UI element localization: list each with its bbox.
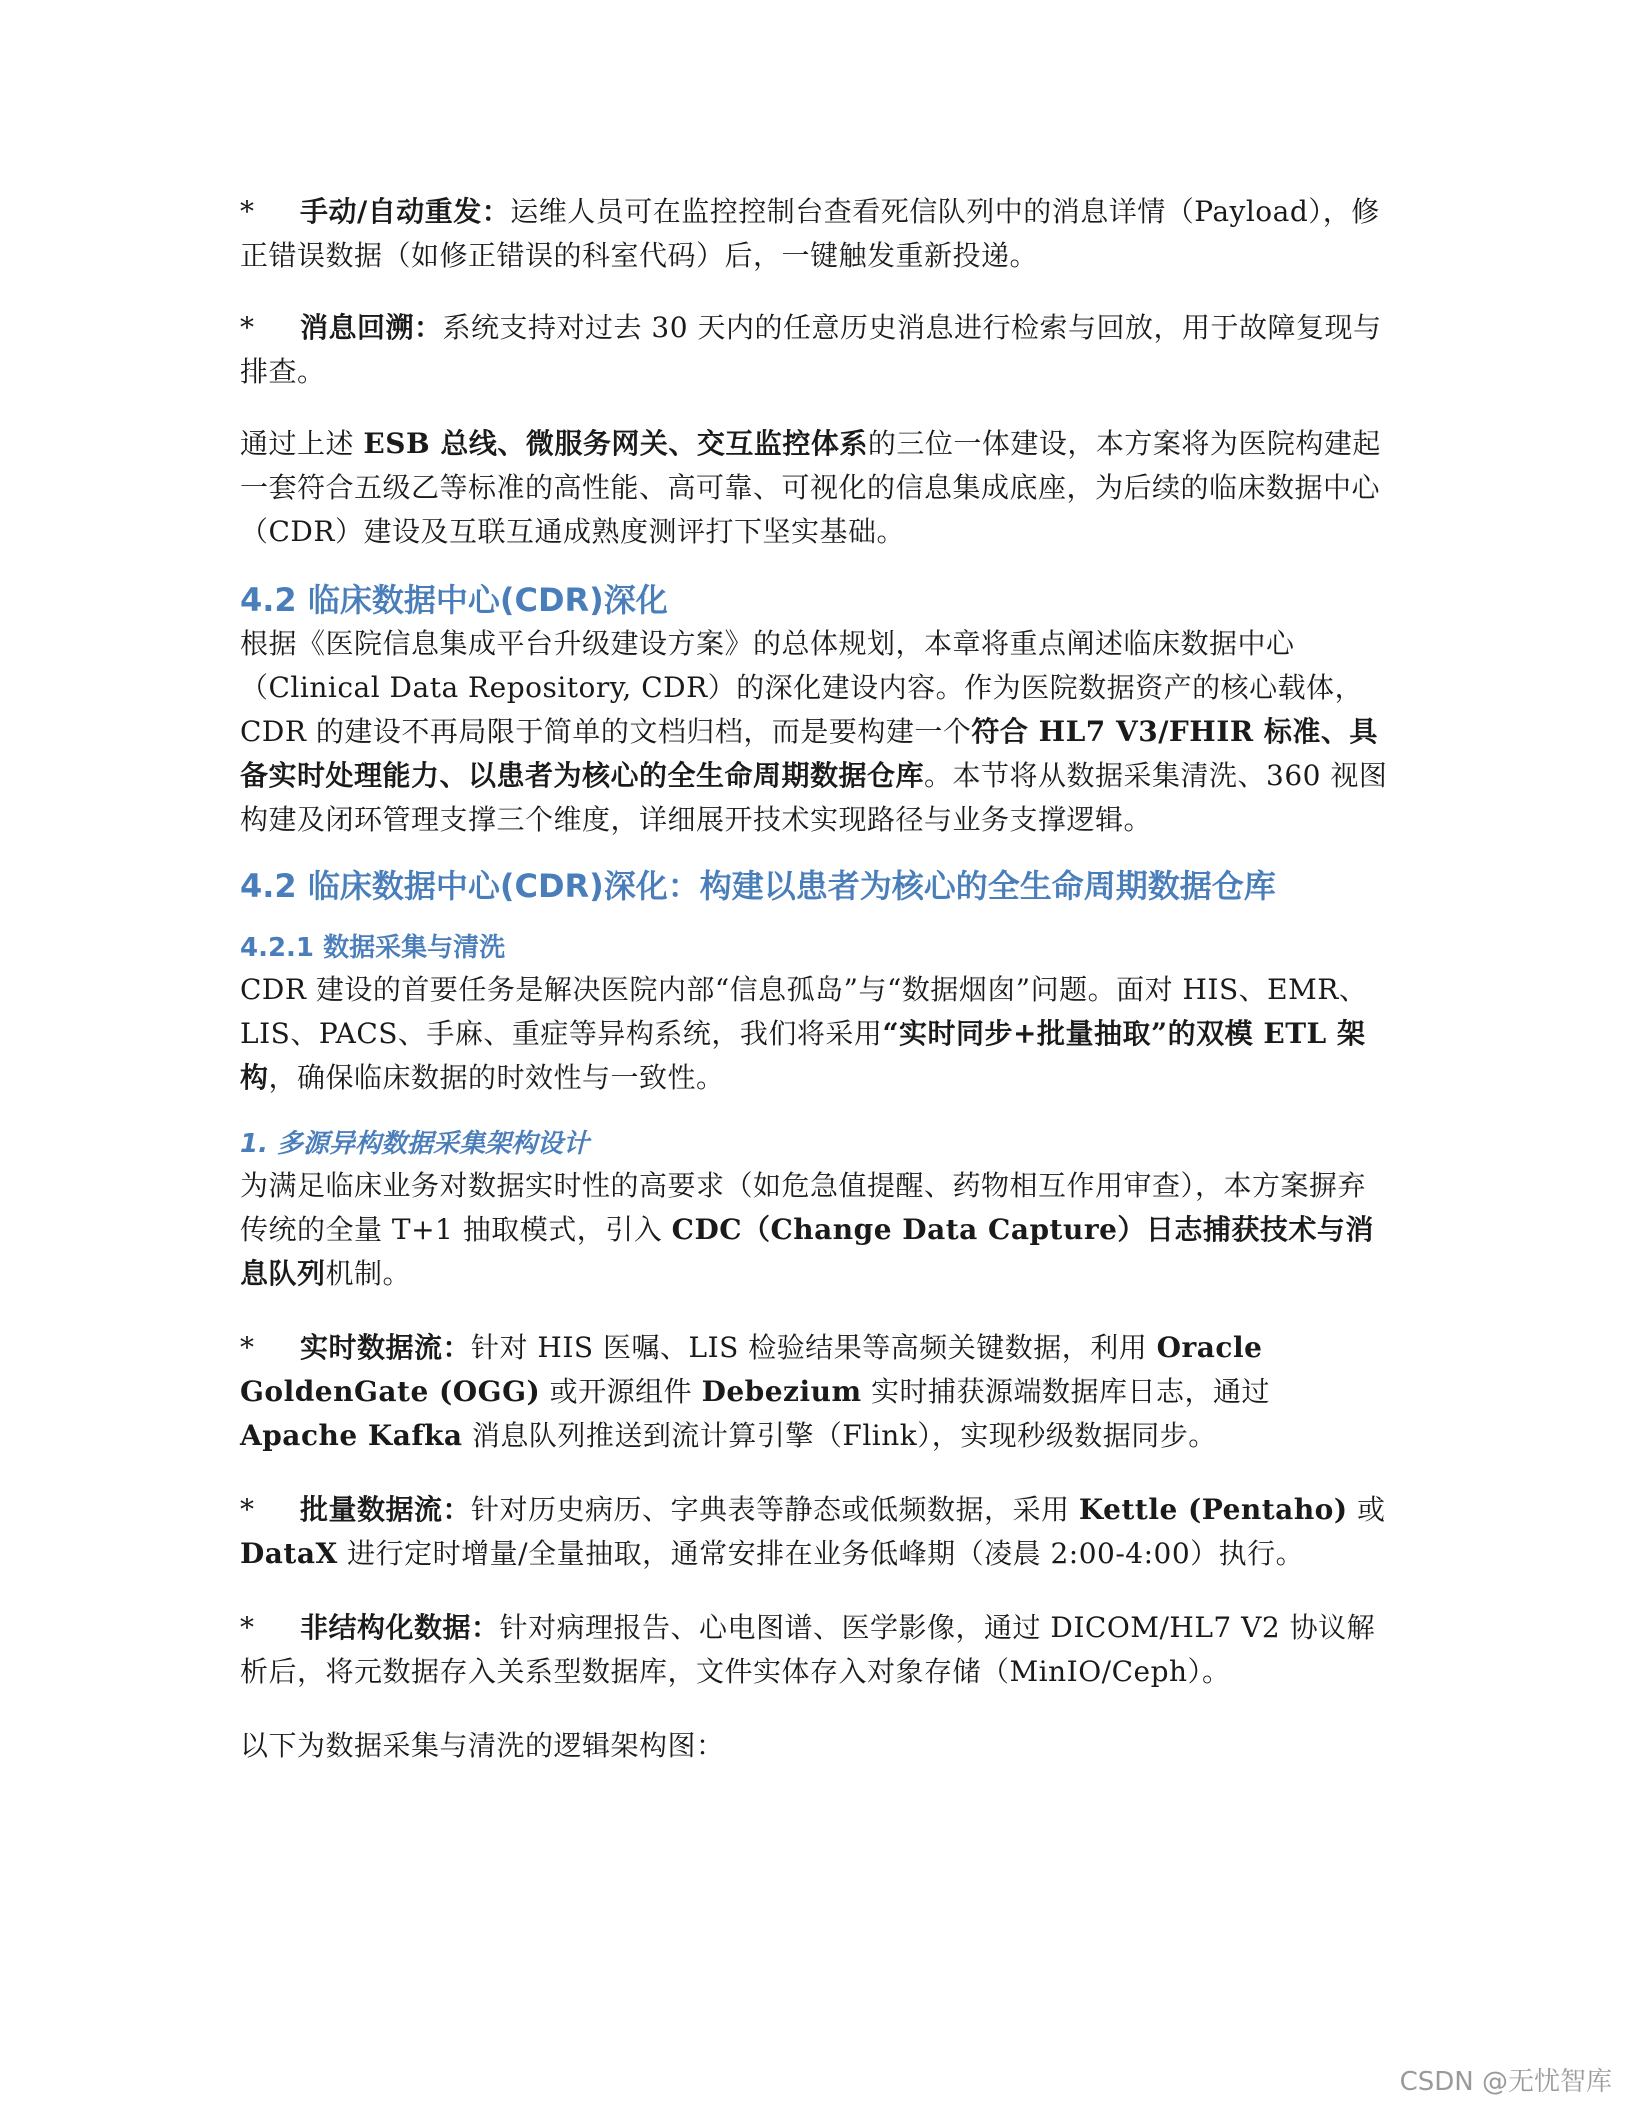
bullet-marker: *	[240, 1331, 255, 1364]
heading-item-1: 1. 多源异构数据采集架构设计	[240, 1129, 590, 1159]
realtime-text4: 消息队列推送到流计算引擎（Flink），实现秒级数据同步。	[462, 1419, 1217, 1452]
realtime-text3: 实时捕获源端数据库日志，通过	[861, 1375, 1270, 1408]
batch-text3: 进行定时增量/全量抽取，通常安排在业务低峰期（凌晨 2:00-4:00）执行。	[337, 1537, 1305, 1570]
p421-pre: CDR 建设的首要任务是解决医院内部“信息孤岛”与“数据烟囱”问题。面对 HIS、EMR、LIS、PACS、手麻、重症等异构系统，我们将采用	[240, 973, 1368, 1050]
batch-b2: DataX	[240, 1537, 338, 1570]
unstructured-label: 非结构化数据：	[300, 1611, 500, 1644]
bullet-resend	[240, 190, 1390, 278]
bullet-marker: *	[240, 1611, 255, 1644]
batch-label: 批量数据流：	[300, 1493, 472, 1526]
csdn-watermark: CSDN @无忧智库	[1399, 2067, 1612, 2097]
p1-bold: CDC（Change Data Capture）日志捕获技术与消息队列	[240, 1213, 1374, 1290]
p1-post: 机制。	[325, 1257, 412, 1290]
summary-pre: 通过上述	[240, 427, 364, 460]
bullet-unstructured	[240, 1606, 1390, 1694]
realtime-b1: Oracle GoldenGate (OGG)	[240, 1331, 1263, 1408]
p421-paragraph	[240, 968, 1390, 1100]
section-heading-4-2: 4.2 临床数据中心(CDR)深化	[240, 581, 668, 619]
section-heading-4-2-full: 4.2 临床数据中心(CDR)深化：构建以患者为核心的全生命周期数据仓库	[240, 867, 1276, 905]
realtime-b3: Apache Kafka	[240, 1419, 463, 1452]
intro-post: 。本节将从数据采集清洗、360 视图构建及闭环管理支撑三个维度，详细展开技术实现路径与业务支撑逻辑。	[240, 759, 1388, 836]
bullet-marker: *	[240, 1493, 255, 1526]
backtrack-text: 系统支持对过去 30 天内的任意历史消息进行检索与回放，用于故障复现与排查。	[240, 311, 1382, 388]
p421-post: ，确保临床数据的时效性与一致性。	[268, 1061, 725, 1094]
bullet-batch	[240, 1488, 1390, 1576]
summary-bold: ESB 总线、微服务网关、交互监控体系	[363, 427, 868, 460]
bullet-realtime	[240, 1326, 1390, 1458]
bullet-backtrack	[240, 306, 1390, 394]
realtime-label: 实时数据流：	[300, 1331, 472, 1364]
backtrack-label: 消息回溯：	[300, 311, 443, 344]
diagram-intro: 以下为数据采集与清洗的逻辑架构图：	[240, 1729, 725, 1762]
batch-text2: 或	[1347, 1493, 1386, 1526]
realtime-b2: Debezium	[701, 1375, 862, 1408]
p421-bold: “实时同步+批量抽取”的双模 ETL 架构	[240, 1017, 1366, 1094]
intro-pre: 根据《医院信息集成平台升级建设方案》的总体规划，本章将重点阐述临床数据中心（Clinical Data Repository, CDR）的深化建设内容。作为医院数据资产的核心载体，CDR 的建设不再局限于简单的文档归档，而是要构建一个	[240, 627, 1364, 748]
summary-post: 的三位一体建设，本方案将为医院构建起一套符合五级乙等标准的高性能、高可靠、可视化的信息集成底座，为后续的临床数据中心（CDR）建设及互联互通成熟度测评打下坚实基础。	[240, 427, 1381, 548]
resend-text: 运维人员可在监控控制台查看死信队列中的消息详情（Payload），修正错误数据（如修正错误的科室代码）后，一键触发重新投递。	[240, 195, 1380, 272]
resend-label: 手动/自动重发：	[300, 195, 511, 228]
document-page	[240, 190, 1390, 1768]
realtime-text2: 或开源组件	[540, 1375, 702, 1408]
subsection-heading-4-2-1: 4.2.1 数据采集与清洗	[240, 933, 506, 963]
summary-paragraph	[240, 422, 1390, 554]
realtime-text1: 针对 HIS 医嘱、LIS 检验结果等高频关键数据，利用	[471, 1331, 1157, 1364]
bullet-marker: *	[240, 311, 255, 344]
bullet-marker: *	[240, 195, 255, 228]
intro-paragraph	[240, 622, 1390, 842]
intro-bold: 符合 HL7 V3/FHIR 标准、具备实时处理能力、以患者为核心的全生命周期数据仓库	[240, 715, 1378, 792]
p1-pre: 为满足临床业务对数据实时性的高要求（如危急值提醒、药物相互作用审查），本方案摒弃传统的全量 T+1 抽取模式，引入	[240, 1169, 1367, 1246]
p1-paragraph	[240, 1164, 1390, 1296]
batch-text1: 针对历史病历、字典表等静态或低频数据，采用	[471, 1493, 1079, 1526]
unstructured-text: 针对病理报告、心电图谱、医学影像，通过 DICOM/HL7 V2 协议解析后，将元数据存入关系型数据库，文件实体存入对象存储（MinIO/Ceph）。	[240, 1611, 1376, 1688]
batch-b1: Kettle (Pentaho)	[1078, 1493, 1348, 1526]
